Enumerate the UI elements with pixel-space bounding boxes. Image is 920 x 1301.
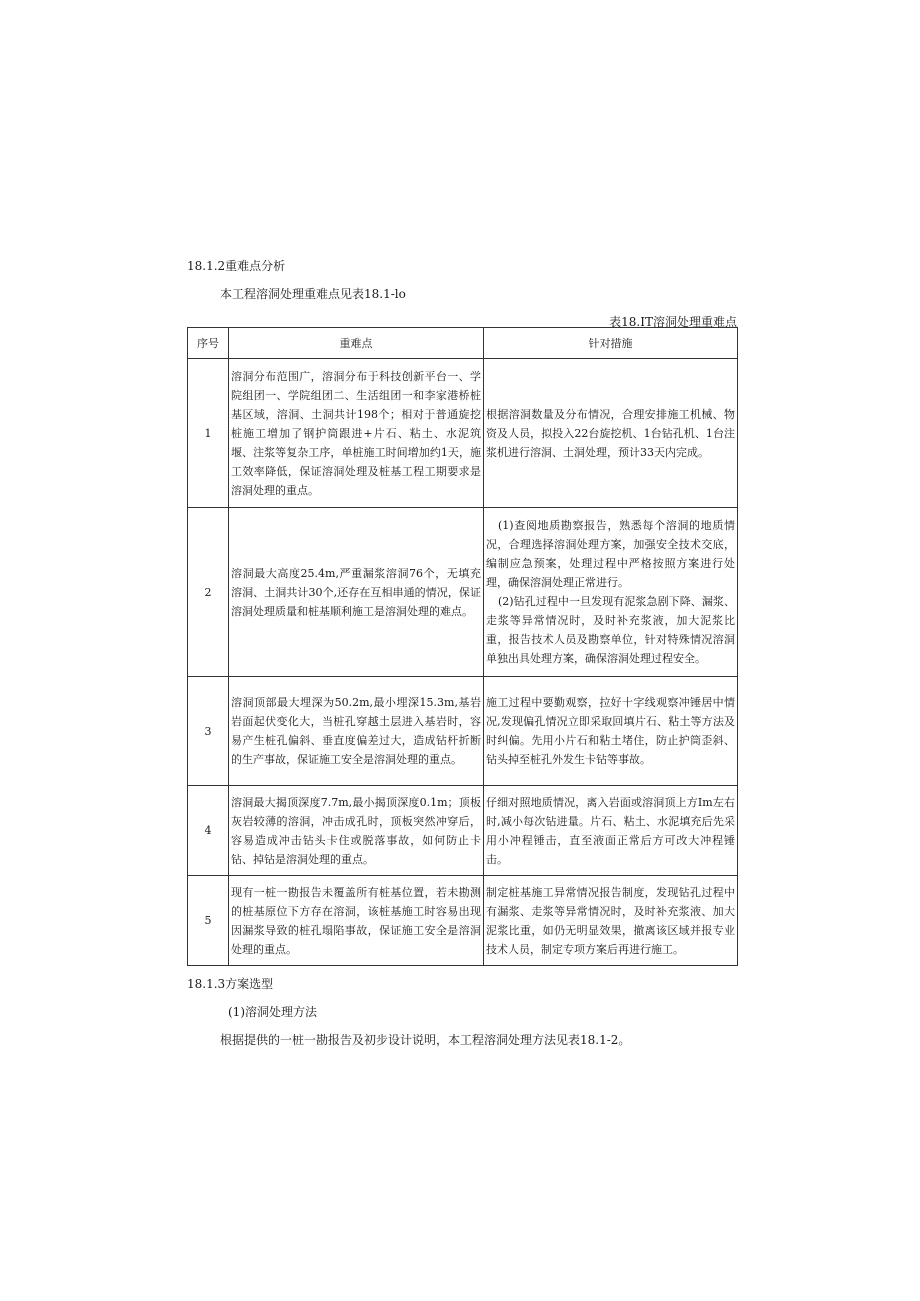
row-difficulty: 溶洞分布范围广，溶洞分布于科技创新平台一、学院组团一、学院组团二、生活组团一和李家港桥桩基区域，溶洞、土洞共计198个；相对于普通旋挖桩施工增加了钢护筒跟进+片石、粘土、水泥筑堰、注浆等复杂工序，单桩施工时间增加约1天，施工效率降低，保证溶洞处理及桩基工程工期要求是溶洞处理的重点。 xyxy=(229,359,484,508)
closing-paragraph: 根据提供的一桩一勘报告及初步设计说明，本工程溶洞处理方法见表18.1-2。 xyxy=(220,1033,631,1047)
row-number: 2 xyxy=(188,508,229,677)
row-measures: 制定桩基施工异常情况报告制度，发现钻孔过程中有漏浆、走浆等异常情况时，及时补充浆液、加大泥浆比重，如仍无明显效果，撤离该区域并报专业技术人员，制定专项方案后再进行施工。 xyxy=(484,876,738,966)
row-measures: 根据溶洞数量及分布情况，合理安排施工机械、物资及人员，拟投入22台旋挖机、1台钻孔机、1台注浆机进行溶洞、土洞处理，预计33天内完成。 xyxy=(484,359,738,508)
measure-paragraph: (1)查阅地质勘察报告，熟悉每个溶洞的地质情况，合理选择溶洞处理方案，加强安全技术交底，编制应急预案，处理过程中严格按照方案进行处理，确保溶洞处理正常进行。 xyxy=(486,519,735,589)
row-measures: 仔细对照地质情况，离入岩面或溶洞顶上方Im左右时,减小每次钻进量。片石、粘土、水泥填充后先采用小冲程锤击，直至液面正常后方可改大冲程锤击。 xyxy=(484,786,738,876)
row-measures: 施工过程中要勤观察，拉好十字线观察冲锤居中情况,发现偏孔情况立即采取回填片石、粘土等方法及时纠偏。先用小片石和粘土堵住，防止护筒歪斜、钻头掉至桩孔外发生卡钻等事故。 xyxy=(484,677,738,786)
table-row xyxy=(188,677,738,786)
row-number: 1 xyxy=(188,359,229,508)
header-difficulty: 重难点 xyxy=(229,328,484,359)
row-difficulty: 现有一桩一勘报告未覆盖所有桩基位置，若未勘测的桩基原位下方存在溶洞，该桩基施工时容易出现因漏浆导致的桩孔塌陷事故，保证施工安全是溶洞处理的重点。 xyxy=(229,876,484,966)
row-difficulty: 溶洞顶部最大埋深为50.2m,最小埋深15.3m,基岩岩面起伏变化大，当桩孔穿越土层进入基岩时，容易产生桩孔偏斜、垂直度偏差过大，造成钻杆折断的生产事故，保证施工安全是溶洞处理的重点。 xyxy=(229,677,484,786)
row-number: 3 xyxy=(188,677,229,786)
section-heading-2: 18.1.3方案选型 xyxy=(187,977,274,991)
table-row xyxy=(188,786,738,876)
subsection-heading: (1)溶洞处理方法 xyxy=(228,1005,317,1019)
section-heading: 18.1.2重难点分析 xyxy=(187,259,286,273)
difficulty-table xyxy=(187,327,738,966)
row-measures xyxy=(484,508,738,677)
table-row xyxy=(188,876,738,966)
intro-paragraph: 本工程溶洞处理重难点见表18.1-lo xyxy=(220,287,406,301)
table-header-row xyxy=(188,328,738,359)
header-measures: 针对措施 xyxy=(484,328,738,359)
table-caption: 表18.IT溶洞处理重难点 xyxy=(609,315,737,329)
row-difficulty: 溶洞最大揭顶深度7.7m,最小揭顶深度0.1m；顶板灰岩较薄的溶洞，冲击成孔时，顶板突然冲穿后，容易造成冲击钻头卡住或脱落事故，如何防止卡钻、掉钻是溶洞处理的重点。 xyxy=(229,786,484,876)
row-number: 4 xyxy=(188,786,229,876)
table-row xyxy=(188,359,738,508)
header-index: 序号 xyxy=(188,328,229,359)
row-difficulty: 溶洞最大高度25.4m,严重漏浆溶洞76个，无填充溶洞、土洞共计30个,还存在互相串通的情况，保证溶洞处理质量和桩基顺利施工是溶洞处理的难点。 xyxy=(229,508,484,677)
table-row xyxy=(188,508,738,677)
measure-paragraph: (2)钻孔过程中一旦发现有泥浆急剧下降、漏浆、走浆等异常情况时，及时补充浆液，加大泥浆比重，报告技术人员及勘察单位，针对特殊情况溶洞单独出具处理方案，确保溶洞处理过程安全。 xyxy=(486,595,735,665)
row-number: 5 xyxy=(188,876,229,966)
